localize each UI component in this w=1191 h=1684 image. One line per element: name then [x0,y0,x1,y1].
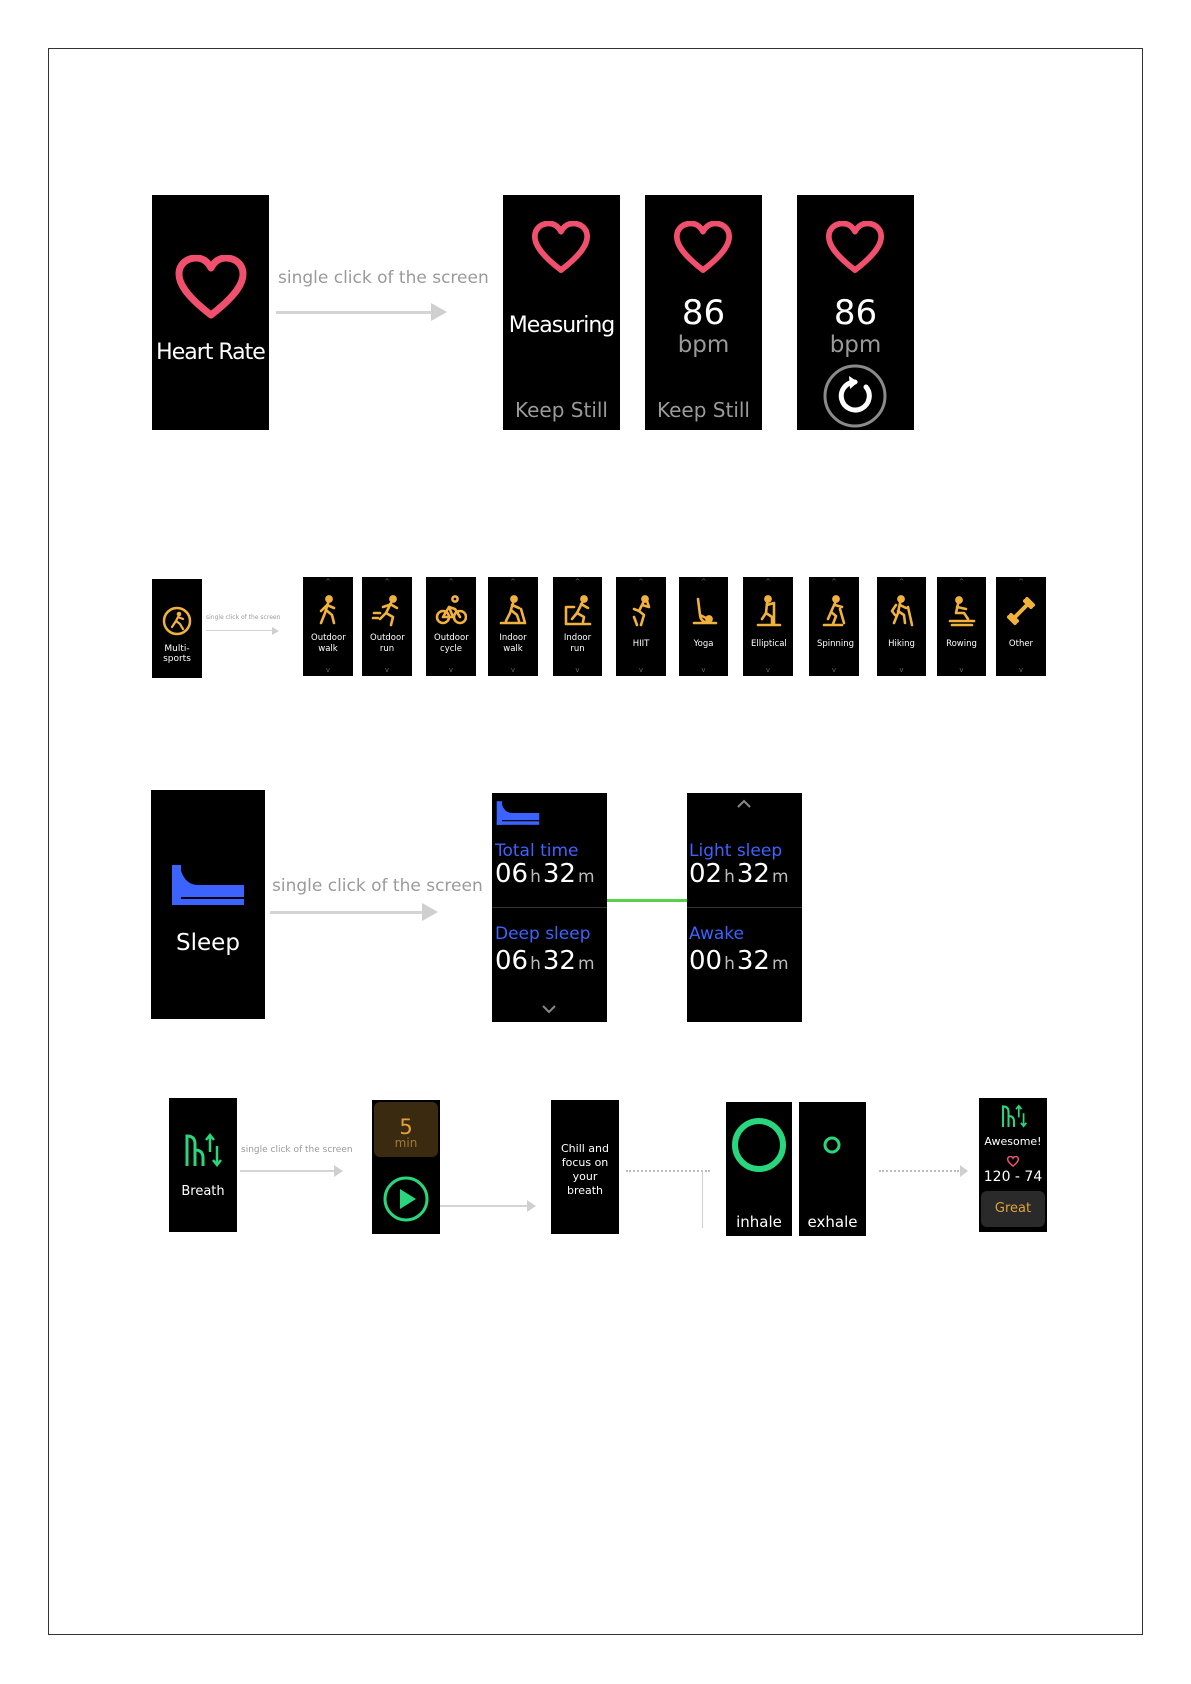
sleep-connector-line [607,899,687,902]
sport-label: Indoor walk [499,633,527,654]
chevron-up-icon: ^ [325,578,331,586]
chevron-down-icon: v [638,666,644,674]
chevron-down-icon: v [384,666,390,674]
sport-label: Hiking [888,639,915,649]
awake-minutes: 32 [736,946,770,976]
chevron-up-icon: ^ [898,578,905,586]
duration-value: 5 [399,1115,413,1139]
measuring-label: Measuring [508,313,615,338]
bpm-unit: bpm [829,332,882,358]
result-range: 120 - 74 [983,1169,1043,1185]
light-minutes: 32 [736,859,770,889]
refresh-icon[interactable] [822,363,888,429]
dumbbell-icon [1005,595,1037,627]
arrow-caption: single click of the screen [278,268,489,288]
awake-label: Awake [689,924,744,944]
chevron-down-icon: v [448,666,454,674]
multi-sports-icon [161,605,193,637]
bpm-value: 86 [833,293,878,333]
sport-label: HIIT [632,639,650,649]
sleep-detail-screen [687,793,802,1022]
chevron-down-icon: v [959,666,964,674]
deep-sleep-label: Deep sleep [495,924,591,944]
chevron-up-icon: ^ [510,578,516,586]
total-hours: 06 [495,859,529,889]
sleep-summary-screen [492,793,607,1022]
chevron-up-icon: ^ [384,578,390,586]
heart-rate-final-screen [797,195,914,430]
bpm-value: 86 [681,293,726,333]
sport-label: Rowing [946,639,977,649]
rowing-icon [946,595,978,627]
chevron-up-icon[interactable] [736,799,752,809]
chevron-up-icon: ^ [958,578,965,586]
chevron-up-icon: ^ [700,578,707,586]
arrow-head [527,1200,536,1212]
heart-rate-entry-screen[interactable] [152,195,269,430]
duration-unit: min [394,1136,418,1150]
hour-unit: h [724,867,735,887]
sport-screen-hiit[interactable] [616,577,666,676]
minute-unit: m [577,954,595,974]
hour-unit: h [724,954,735,974]
run-icon [371,595,403,627]
inhale-screen [726,1102,792,1236]
bed-icon [495,800,541,826]
heart-icon [825,221,885,275]
spinning-icon [818,595,850,627]
divider [687,907,802,908]
sport-screen-rowing[interactable] [937,577,986,676]
elliptical-icon [752,595,784,627]
light-sleep-label: Light sleep [689,841,783,861]
arrow-line [240,1170,335,1172]
arrow-head [334,1165,343,1177]
awake-value [689,946,791,976]
arrow-line [276,311,431,314]
arrow-head [272,627,279,635]
sport-label: Outdoor cycle [434,633,469,654]
sport-screen-elliptical[interactable] [743,577,793,676]
chevron-up-icon: ^ [574,578,581,586]
inhale-label: inhale [736,1213,782,1231]
exhale-ring-icon [822,1135,842,1155]
chevron-down-icon: v [701,666,706,674]
sleep-label: Sleep [176,930,240,956]
hour-unit: h [530,867,541,887]
sport-screen-other[interactable] [996,577,1046,676]
arrow-head [960,1165,968,1177]
light-sleep-value [689,859,791,889]
arrow-caption: single click of the screen [206,614,281,621]
great-button-label: Great [994,1201,1032,1216]
chevron-down-icon: v [831,666,837,674]
breath-result-screen [979,1098,1047,1232]
multi-sports-entry-screen[interactable] [152,579,202,678]
total-time-label: Total time [495,841,579,861]
arrow-line [270,911,422,914]
sport-screen-indoor-run[interactable] [553,577,602,676]
treadmill-walk-icon [497,595,529,627]
sport-label: Indoor run [563,633,592,654]
breath-icon [184,1132,222,1168]
chevron-up-icon: ^ [1018,578,1024,586]
inhale-ring-icon [731,1117,787,1173]
arrow-caption: single click of the screen [241,1145,353,1155]
heart-icon [531,221,591,275]
chevron-down-icon: v [325,666,331,674]
sport-screen-outdoor-cycle[interactable] [426,577,476,676]
chevron-down-icon: v [510,666,516,674]
result-title: Awesome! [984,1135,1042,1148]
sport-label: Outdoor walk [311,633,346,654]
sport-label: Yoga [693,639,714,649]
cycle-icon [435,595,467,627]
total-minutes: 32 [542,859,576,889]
bed-icon [170,863,246,907]
multi-sports-label: Multi-sports [163,644,191,664]
sport-label: Spinning [817,639,855,649]
sport-label: Outdoor run [370,633,405,654]
treadmill-run-icon [562,595,594,627]
minute-unit: m [771,867,789,887]
sport-screen-indoor-walk[interactable] [488,577,538,676]
divider [492,907,607,908]
minute-unit: m [771,954,789,974]
dotted-connector [626,1170,710,1172]
sport-screen-hiking[interactable] [877,577,926,676]
chevron-down-icon: v [765,666,771,674]
keep-still-label: Keep Still [657,398,750,422]
sport-screen-yoga[interactable] [679,577,728,676]
hiking-icon [886,595,918,627]
sport-label: Elliptical [751,639,787,649]
heart-icon [673,221,733,275]
arrow-line [206,630,272,631]
sport-screen-spinning[interactable] [809,577,859,676]
walk-icon [312,595,344,627]
great-button[interactable] [981,1191,1045,1227]
chevron-down-icon: v [899,666,904,674]
deep-hours: 06 [495,946,529,976]
awake-hours: 00 [689,946,723,976]
chevron-up-icon: ^ [765,578,771,586]
light-hours: 02 [689,859,723,889]
breath-icon [1001,1103,1027,1129]
arrow-head [431,303,447,321]
breath-entry-screen[interactable] [169,1098,237,1232]
exhale-screen [799,1102,866,1236]
chevron-down-icon: v [575,666,580,674]
chevron-down-icon: v [1018,666,1024,674]
chevron-up-icon: ^ [831,578,837,586]
heart-icon [1007,1156,1019,1167]
dotted-connector-vertical [702,1170,703,1228]
chevron-up-icon: ^ [448,578,454,586]
heart-rate-result-screen [645,195,762,430]
chevron-down-icon[interactable] [541,1004,557,1014]
chevron-up-icon: ^ [638,578,644,586]
heart-rate-label: Heart Rate [156,340,265,365]
exhale-label: exhale [807,1213,858,1231]
dotted-connector [879,1170,959,1172]
breath-prompt-text: Chill and focus on your breath [560,1142,609,1197]
sport-screen-outdoor-walk[interactable] [303,577,353,676]
sport-label: Other [1008,639,1034,649]
bpm-unit: bpm [677,332,730,358]
arrow-head [422,903,438,921]
deep-sleep-value [495,946,597,976]
deep-minutes: 32 [542,946,576,976]
breath-prompt-screen [551,1100,619,1234]
breath-label: Breath [181,1184,225,1199]
breath-duration-screen [372,1100,440,1234]
arrow-caption: single click of the screen [272,876,483,896]
sport-screen-outdoor-run[interactable] [362,577,412,676]
sleep-entry-screen[interactable] [151,790,265,1019]
duration-card[interactable] [374,1102,438,1157]
hiit-icon [625,595,657,627]
hour-unit: h [530,954,541,974]
arrow-line [440,1205,528,1207]
play-icon[interactable] [383,1176,429,1222]
total-time-value [495,859,597,889]
keep-still-label: Keep Still [515,398,608,422]
heart-rate-measuring-screen [503,195,620,430]
minute-unit: m [577,867,595,887]
yoga-icon [688,595,720,627]
heart-icon [175,255,247,321]
